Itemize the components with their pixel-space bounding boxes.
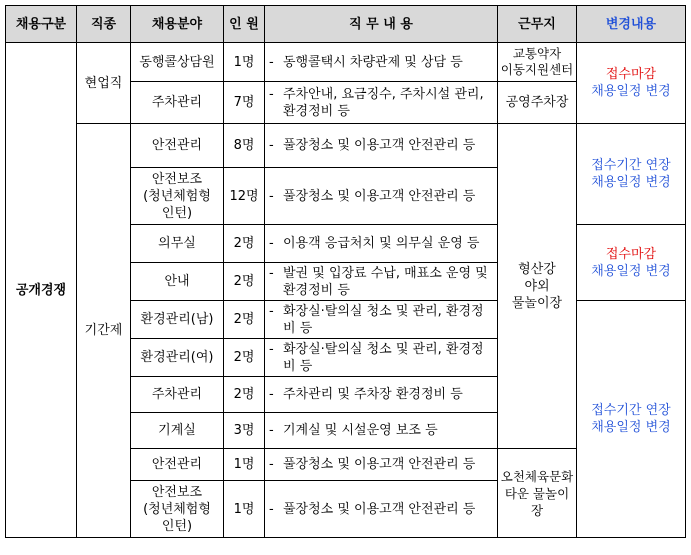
duty-text: 발권 및 입장료 수납, 매표소 운영 및 환경정비 등 [283, 265, 488, 298]
change-cell [577, 43, 686, 124]
dash-mark: - [269, 341, 274, 357]
change-cell [577, 124, 686, 225]
duty-cell [265, 168, 498, 225]
dash-mark: - [269, 236, 274, 251]
field-cell: 동행콜상담원 [131, 43, 224, 82]
change-schedule: 채용일정 변경 [591, 175, 671, 190]
count-cell: 2명 [224, 377, 265, 413]
job-type-cell: 기간제 [77, 124, 131, 538]
duty-text: 풀장청소 및 이용고객 안전관리 등 [283, 188, 476, 204]
dash-mark: - [269, 501, 274, 517]
field-cell: 안전보조 (청년체험형 인턴) [131, 481, 224, 538]
table-row [6, 124, 686, 168]
header-duty: 직 무 내 용 [265, 6, 498, 43]
duty-text: 동행콜택시 차량관제 및 상담 등 [283, 54, 463, 70]
header-row [6, 6, 686, 43]
duty-text: 풀장청소 및 이용고객 안전관리 등 [283, 501, 476, 517]
header-changes: 변경내용 [577, 6, 686, 43]
workplace-cell: 교통약자 이동지원센터 [498, 43, 577, 82]
duty-cell [265, 263, 498, 301]
dash-mark: - [269, 457, 274, 472]
change-status: 접수마감 [605, 67, 657, 82]
count-cell: 8명 [224, 124, 265, 168]
field-cell: 안내 [131, 263, 224, 301]
duty-cell [265, 377, 498, 413]
duty-text: 풀장청소 및 이용고객 안전관리 등 [283, 457, 476, 472]
duty-text: 풀장청소 및 이용고객 안전관리 등 [283, 138, 476, 153]
change-schedule: 채용일정 변경 [591, 420, 671, 435]
duty-text: 이용객 응급처치 및 의무실 운영 등 [283, 236, 480, 251]
header-job-type: 직종 [77, 6, 131, 43]
duty-cell [265, 413, 498, 449]
field-cell: 안전관리 [131, 449, 224, 481]
field-cell: 안전보조 (청년체험형 인턴) [131, 168, 224, 225]
recruitment-table [5, 5, 686, 538]
header-recruit-type: 채용구분 [6, 6, 77, 43]
table-row [6, 43, 686, 82]
count-cell: 3명 [224, 413, 265, 449]
dash-mark: - [269, 303, 274, 319]
duty-cell [265, 481, 498, 538]
dash-mark: - [269, 423, 274, 438]
duty-cell [265, 301, 498, 339]
dash-mark: - [269, 138, 274, 153]
field-cell: 환경관리(남) [131, 301, 224, 339]
duty-cell [265, 43, 498, 82]
count-cell: 2명 [224, 301, 265, 339]
count-cell: 1명 [224, 481, 265, 538]
duty-cell [265, 225, 498, 263]
field-cell: 의무실 [131, 225, 224, 263]
count-cell: 2명 [224, 339, 265, 377]
count-cell: 2명 [224, 263, 265, 301]
count-cell: 1명 [224, 449, 265, 481]
recruitment-table-wrapper [5, 5, 686, 538]
duty-text: 주차안내, 요금징수, 주차시설 관리, 환경정비 등 [283, 86, 484, 119]
duty-text: 기계실 및 시설운영 보조 등 [283, 423, 438, 438]
recruit-type-cell: 공개경쟁 [6, 43, 77, 538]
duty-cell [265, 449, 498, 481]
workplace-cell: 공영주차장 [498, 82, 577, 124]
field-cell: 주차관리 [131, 82, 224, 124]
field-cell: 환경관리(여) [131, 339, 224, 377]
job-type-cell: 현업직 [77, 43, 131, 124]
dash-mark: - [269, 54, 274, 70]
workplace-cell: 오천체육문화 타운 물놀이장 [498, 449, 577, 538]
dash-mark: - [269, 188, 274, 204]
duty-cell [265, 339, 498, 377]
change-cell [577, 301, 686, 538]
dash-mark: - [269, 387, 274, 402]
count-cell: 1명 [224, 43, 265, 82]
duty-text: 화장실·탈의실 청소 및 관리, 환경정비 등 [283, 341, 484, 374]
duty-text: 화장실·탈의실 청소 및 관리, 환경정비 등 [283, 303, 484, 336]
dash-mark: - [269, 86, 274, 102]
duty-text: 주차관리 및 주차장 환경정비 등 [283, 387, 463, 402]
field-cell: 주차관리 [131, 377, 224, 413]
count-cell: 2명 [224, 225, 265, 263]
change-status: 접수마감 [605, 246, 657, 262]
header-count: 인 원 [224, 6, 265, 43]
count-cell: 7명 [224, 82, 265, 124]
count-cell: 12명 [224, 168, 265, 225]
header-field: 채용분야 [131, 6, 224, 43]
workplace-cell: 형산강 야외 물놀이장 [498, 124, 577, 449]
field-cell: 기계실 [131, 413, 224, 449]
field-cell: 안전관리 [131, 124, 224, 168]
dash-mark: - [269, 265, 274, 281]
duty-cell [265, 124, 498, 168]
header-workplace: 근무지 [498, 6, 577, 43]
duty-cell [265, 82, 498, 124]
change-cell [577, 225, 686, 301]
change-schedule: 채용일정 변경 [591, 263, 671, 279]
change-status: 접수기간 연장 [591, 158, 671, 173]
change-schedule: 채용일정 변경 [591, 84, 671, 99]
change-status: 접수기간 연장 [591, 403, 671, 418]
